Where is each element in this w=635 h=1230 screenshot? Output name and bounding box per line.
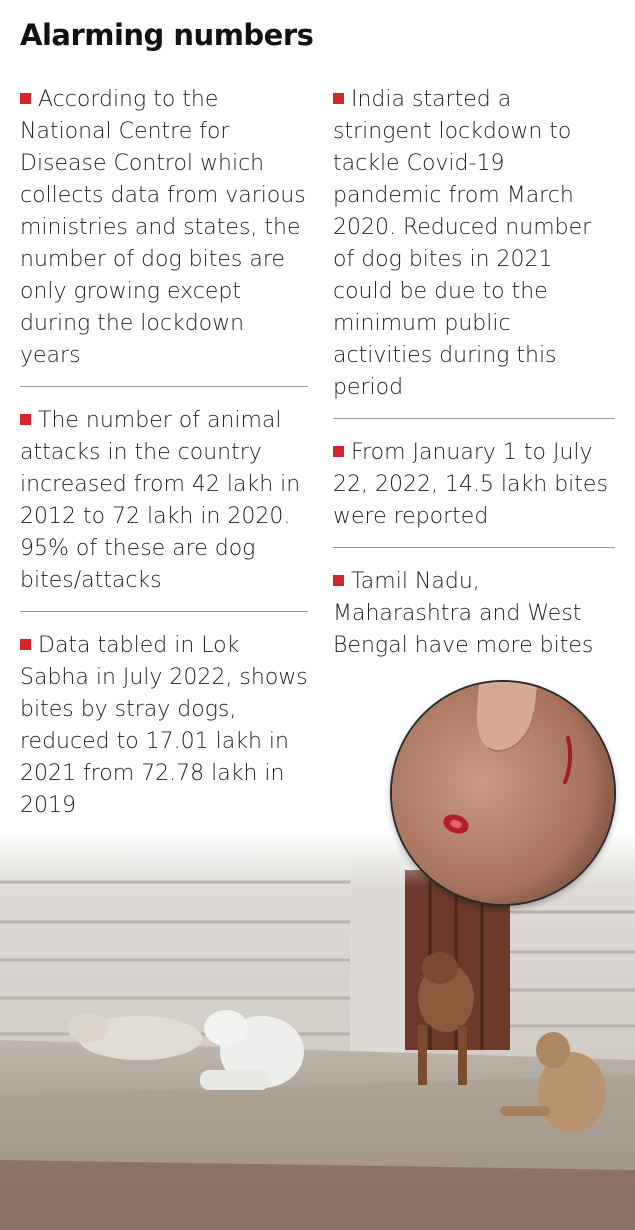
fact-text: The number of animal attacks in the country increased from 42 lakh in 2012 to 72 lakh in 2020. 95% of these are dog bites/attacks (20, 408, 301, 593)
fact-text: From January 1 to July 22, 2022, 14.5 lakh bites were reported (333, 440, 608, 529)
red-square-bullet-icon (20, 639, 31, 650)
fact-text: Data tabled in Lok Sabha in July 2022, shows bites by stray dogs, reduced to 17.01 lakh in 2021 from 72.78 lakh in 2019 (20, 633, 308, 818)
left-column (20, 82, 308, 836)
divider (20, 386, 308, 387)
fact-item (333, 435, 615, 547)
divider (333, 547, 615, 548)
red-square-bullet-icon (20, 93, 31, 104)
red-square-bullet-icon (333, 93, 344, 104)
fact-item (20, 82, 308, 386)
fact-item (20, 628, 308, 836)
fact-item (333, 82, 615, 418)
fact-text: Tamil Nadu, Maharashtra and West Bengal have more bites (333, 569, 594, 658)
fact-text: India started a stringent lockdown to tackle Covid-19 pandemic from March 2020. Reduced number of dog bites in 2021 could be due to the minimum public activities during this period (333, 87, 592, 400)
divider (20, 611, 308, 612)
fact-item (20, 403, 308, 611)
red-square-bullet-icon (20, 414, 31, 425)
red-square-bullet-icon (333, 446, 344, 457)
fact-text: According to the National Centre for Disease Control which collects data from various ministries and states, the number of dog bites are only growing except during the lockdown years (20, 87, 306, 368)
divider (333, 418, 615, 419)
right-column (333, 82, 615, 676)
page-title: Alarming numbers (20, 18, 314, 52)
fact-item (333, 564, 615, 676)
bite-wound-inset-photo (392, 682, 614, 904)
red-square-bullet-icon (333, 575, 344, 586)
